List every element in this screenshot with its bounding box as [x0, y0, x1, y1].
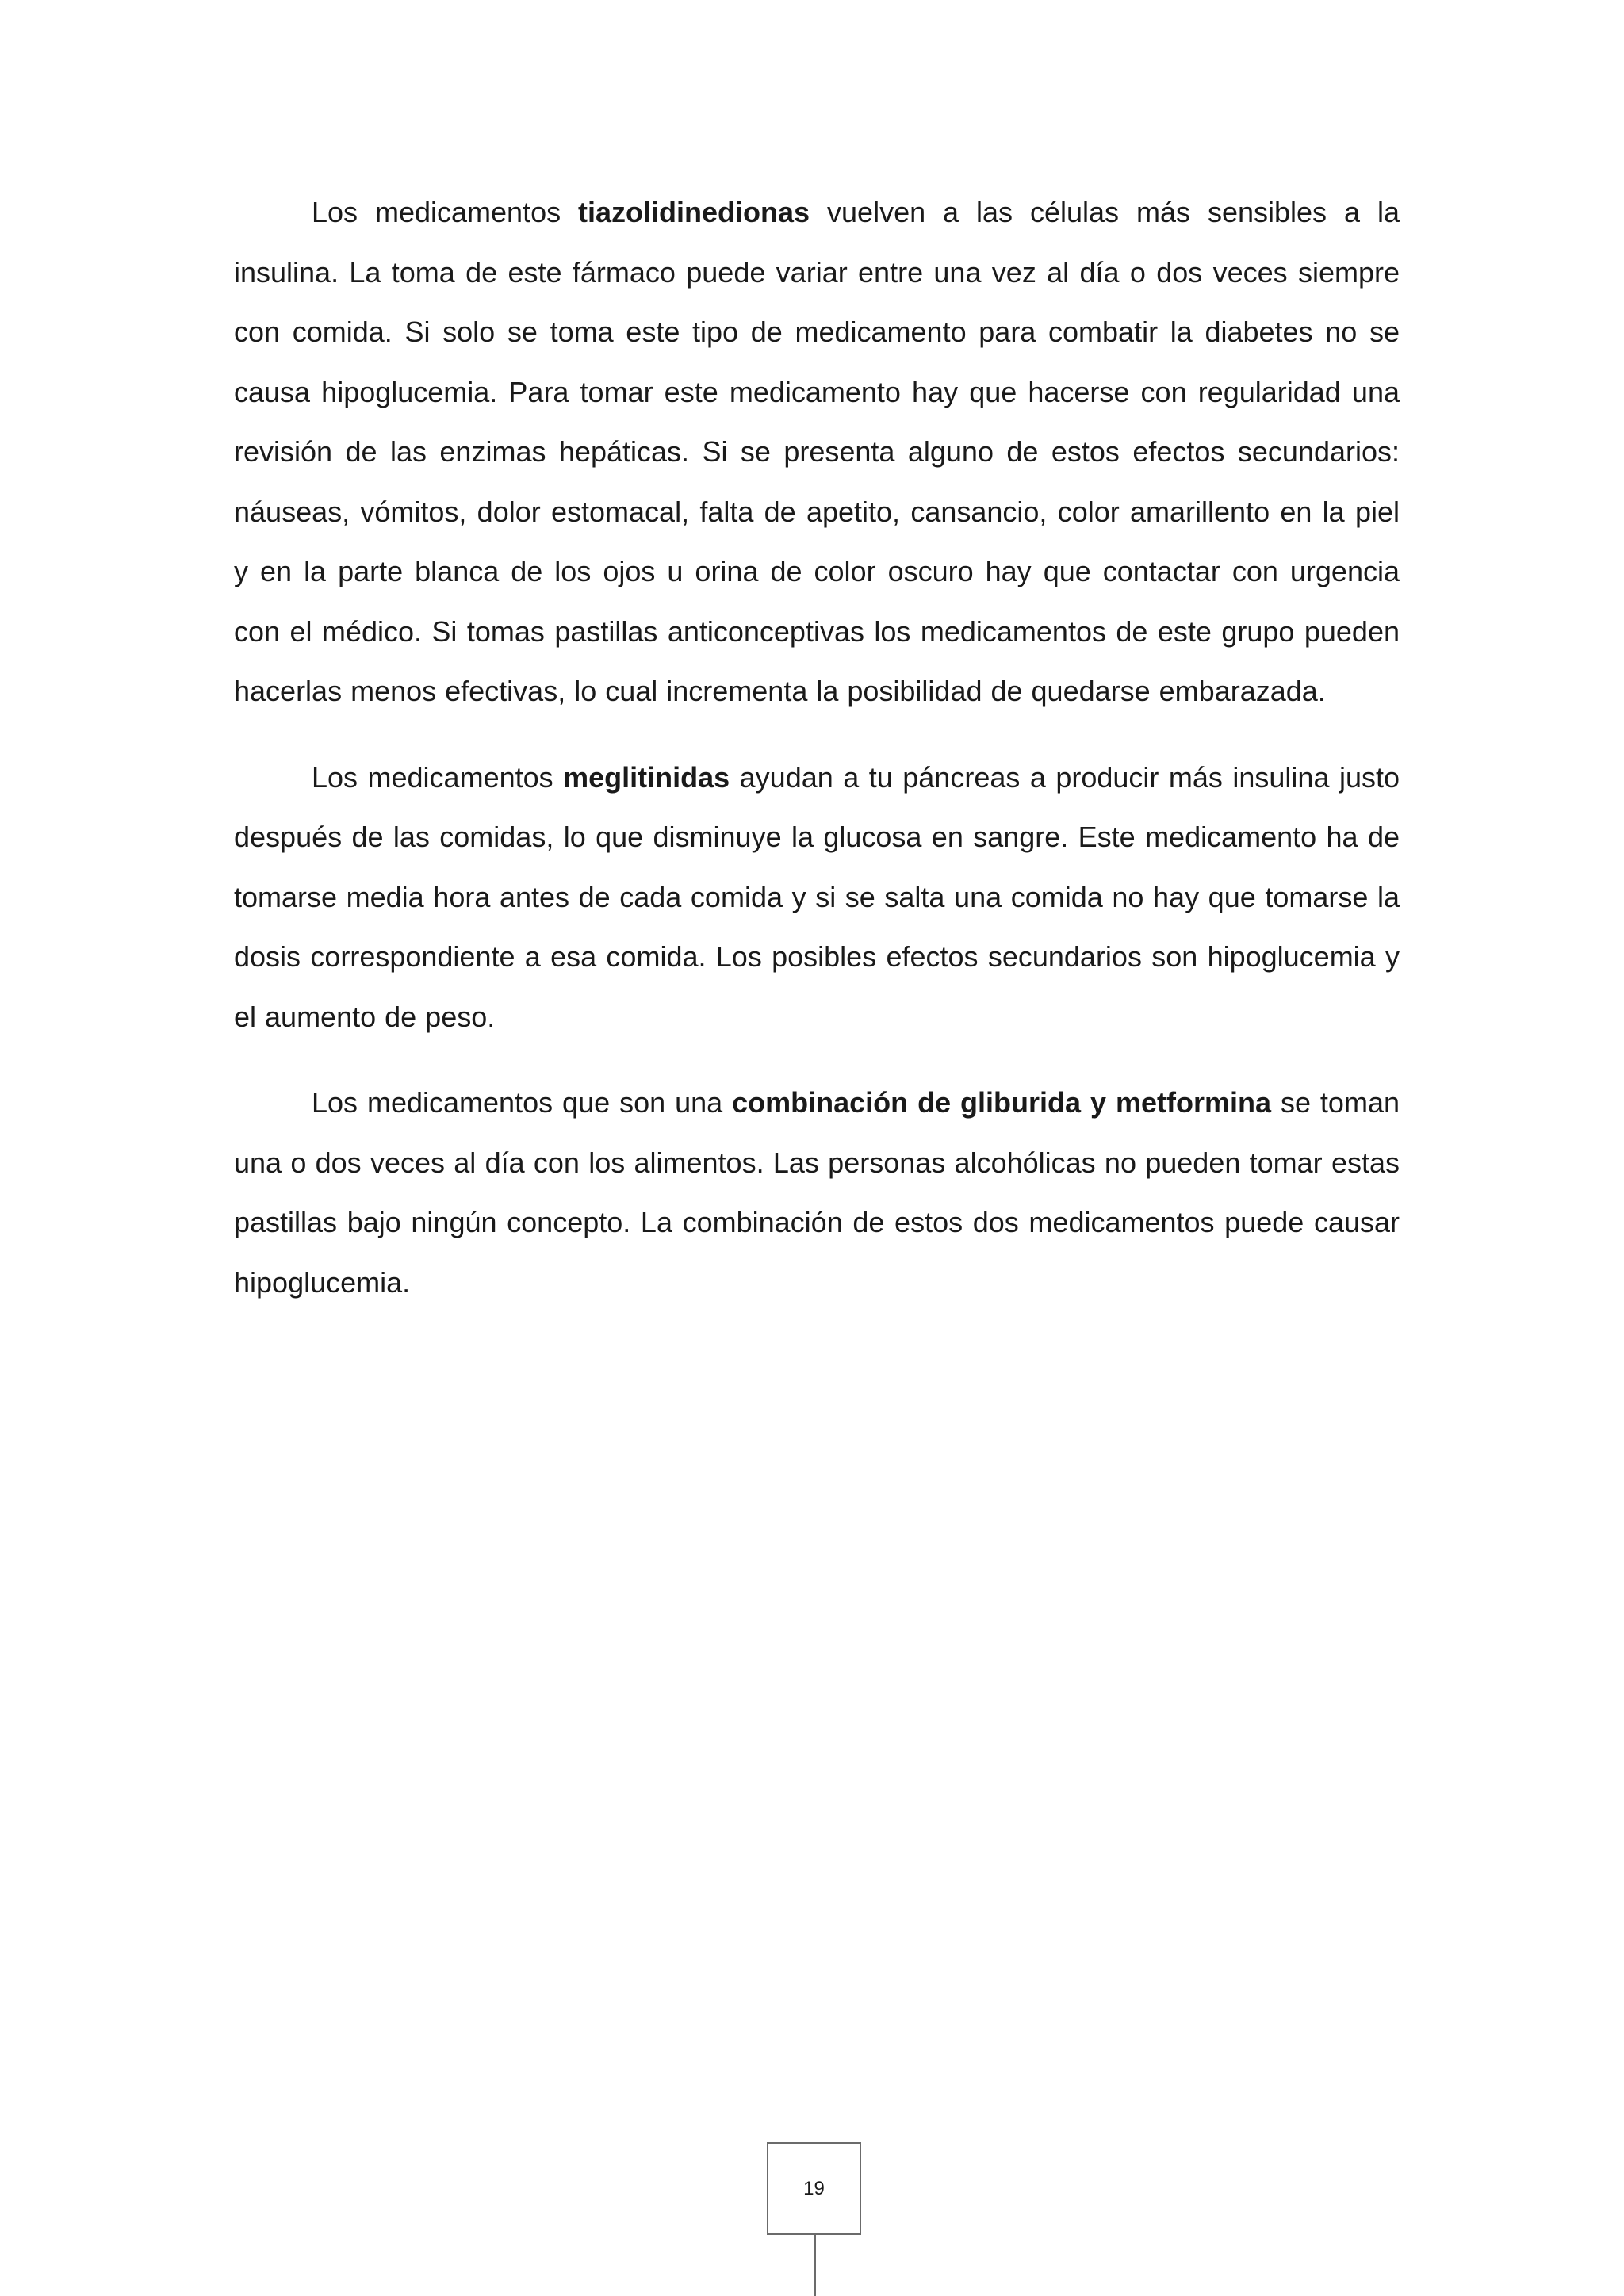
bold-term: tiazolidinedionas	[578, 196, 810, 228]
paragraph-text: Los medicamentos que son una	[312, 1086, 733, 1119]
paragraph-meglitinidas	[234, 748, 1400, 1047]
bold-term: meglitinidas	[563, 760, 730, 794]
page-number: 19	[803, 2177, 825, 2199]
page-number-box	[767, 2142, 861, 2235]
paragraph-text: vuelven a las células más sensibles a la insulina. La toma de este fármaco puede variar entre una vez al día o dos veces siempre con comida. Si solo se toma este tipo de medicamento para combatir la diabetes no se causa hipoglucemia. Para tomar este medicamento hay que hacerse con regularidad una revisión de las enzimas hepáticas. Si se presenta alguno de estos efectos secundarios: náuseas, vómitos, dolor estomacal, falta de apetito, cansancio, color amarillento en la piel y en la parte blanca de los ojos u orina de color oscuro hay que contactar con urgencia con el médico. Si tomas pastillas anticonceptivas los medicamentos de este grupo pueden hacerlas menos efectivas, lo cual incrementa la posibilidad de quedarse embarazada.	[234, 196, 1400, 707]
body-text	[234, 182, 1400, 1338]
page-number-connector-line	[814, 2235, 816, 2296]
paragraph-text: se toman una o dos veces al día con los alimentos. Las personas alcohólicas no pueden tomar estas pastillas bajo ningún concepto. La combinación de estos dos medicamentos puede causar hipoglucemia.	[234, 1086, 1400, 1299]
paragraph-tiazolidinedionas	[234, 182, 1400, 721]
paragraph-text: ayudan a tu páncreas a producir más insulina justo después de las comidas, lo que disminuye la glucosa en sangre. Este medicamento ha de tomarse media hora antes de cada comida y si se salta una comida no hay que tomarse la dosis correspondiente a esa comida. Los posibles efectos secundarios son hipoglucemia y el aumento de peso.	[234, 760, 1400, 1033]
bold-term: combinación de gliburida y metformina	[732, 1086, 1271, 1119]
paragraph-text: Los medicamentos	[312, 760, 564, 794]
paragraph-text: Los medicamentos	[312, 196, 579, 228]
paragraph-combinacion	[234, 1073, 1400, 1312]
